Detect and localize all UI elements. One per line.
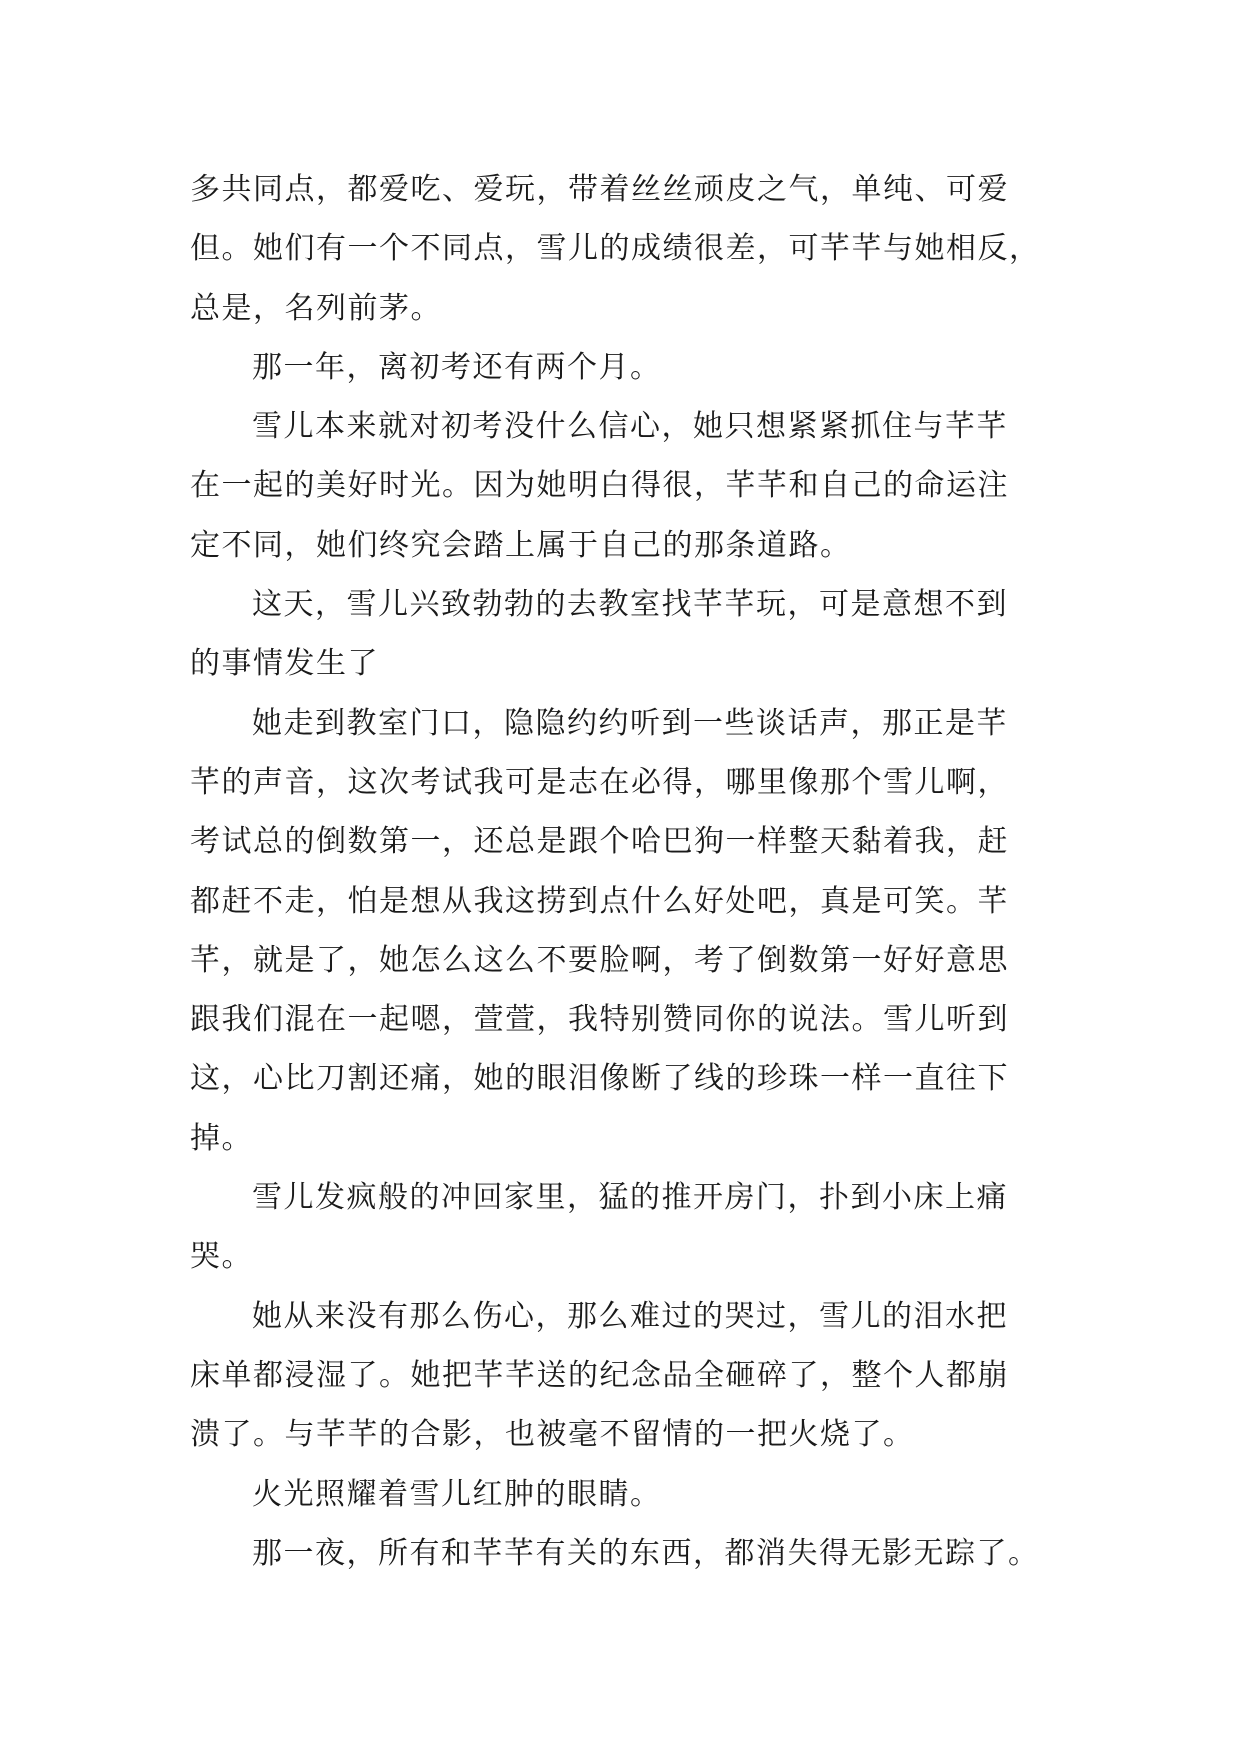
text-line: 这天，雪儿兴致勃勃的去教室找芊芊玩，可是意想不到 [252, 587, 1008, 623]
text-line: 芊的声音，这次考试我可是志在必得，哪里像那个雪儿啊， [190, 764, 1009, 800]
text-line: 都赶不走，怕是想从我这捞到点什么好处吧，真是可笑。芊 [190, 883, 1009, 919]
text-line: 那一年，离初考还有两个月。 [252, 349, 662, 385]
text-line: 考试总的倒数第一，还总是跟个哈巴狗一样整天黏着我，赶 [190, 824, 1009, 860]
text-line: 床单都浸湿了。她把芊芊送的纪念品全砸碎了，整个人都崩 [190, 1357, 1009, 1393]
text-line: 跟我们混在一起嗯，萱萱，我特别赞同你的说法。雪儿听到 [190, 1002, 1009, 1038]
text-line: 总是，名列前茅。 [190, 290, 442, 326]
text-line: 她从来没有那么伤心，那么难过的哭过，雪儿的泪水把 [252, 1298, 1008, 1334]
text-line: 定不同，她们终究会踏上属于自己的那条道路。 [190, 527, 852, 563]
text-line: 在一起的美好时光。因为她明白得很，芊芊和自己的命运注 [190, 468, 1009, 504]
text-line: 多共同点，都爱吃、爱玩，带着丝丝顽皮之气，单纯、可爱 [190, 172, 1009, 207]
text-line: 她走到教室门口，隐隐约约听到一些谈话声，那正是芊 [252, 705, 1008, 741]
text-line: 溃了。与芊芊的合影，也被毫不留情的一把火烧了。 [190, 1417, 915, 1453]
text-line: 雪儿本来就对初考没什么信心，她只想紧紧抓住与芊芊 [252, 409, 1008, 445]
text-line: 雪儿发疯般的冲回家里，猛的推开房门，扑到小床上痛 [252, 1180, 1008, 1216]
text-line: 那一夜，所有和芊芊有关的东西，都消失得无影无踪了。 [252, 1535, 1040, 1571]
text-line: 这，心比刀割还痛，她的眼泪像断了线的珍珠一样一直往下 [190, 1061, 1009, 1097]
text-line: 芊，就是了，她怎么这么不要脸啊，考了倒数第一好好意思 [190, 942, 1009, 978]
text-line: 火光照耀着雪儿红肿的眼睛。 [252, 1476, 662, 1512]
text-line: 的事情发生了 [190, 646, 379, 682]
text-line: 但。她们有一个不同点，雪儿的成绩很差，可芊芊与她相反， [190, 231, 1041, 267]
document-body [190, 160, 1060, 1583]
text-line: 掉。 [190, 1120, 253, 1156]
text-line: 哭。 [190, 1239, 253, 1275]
